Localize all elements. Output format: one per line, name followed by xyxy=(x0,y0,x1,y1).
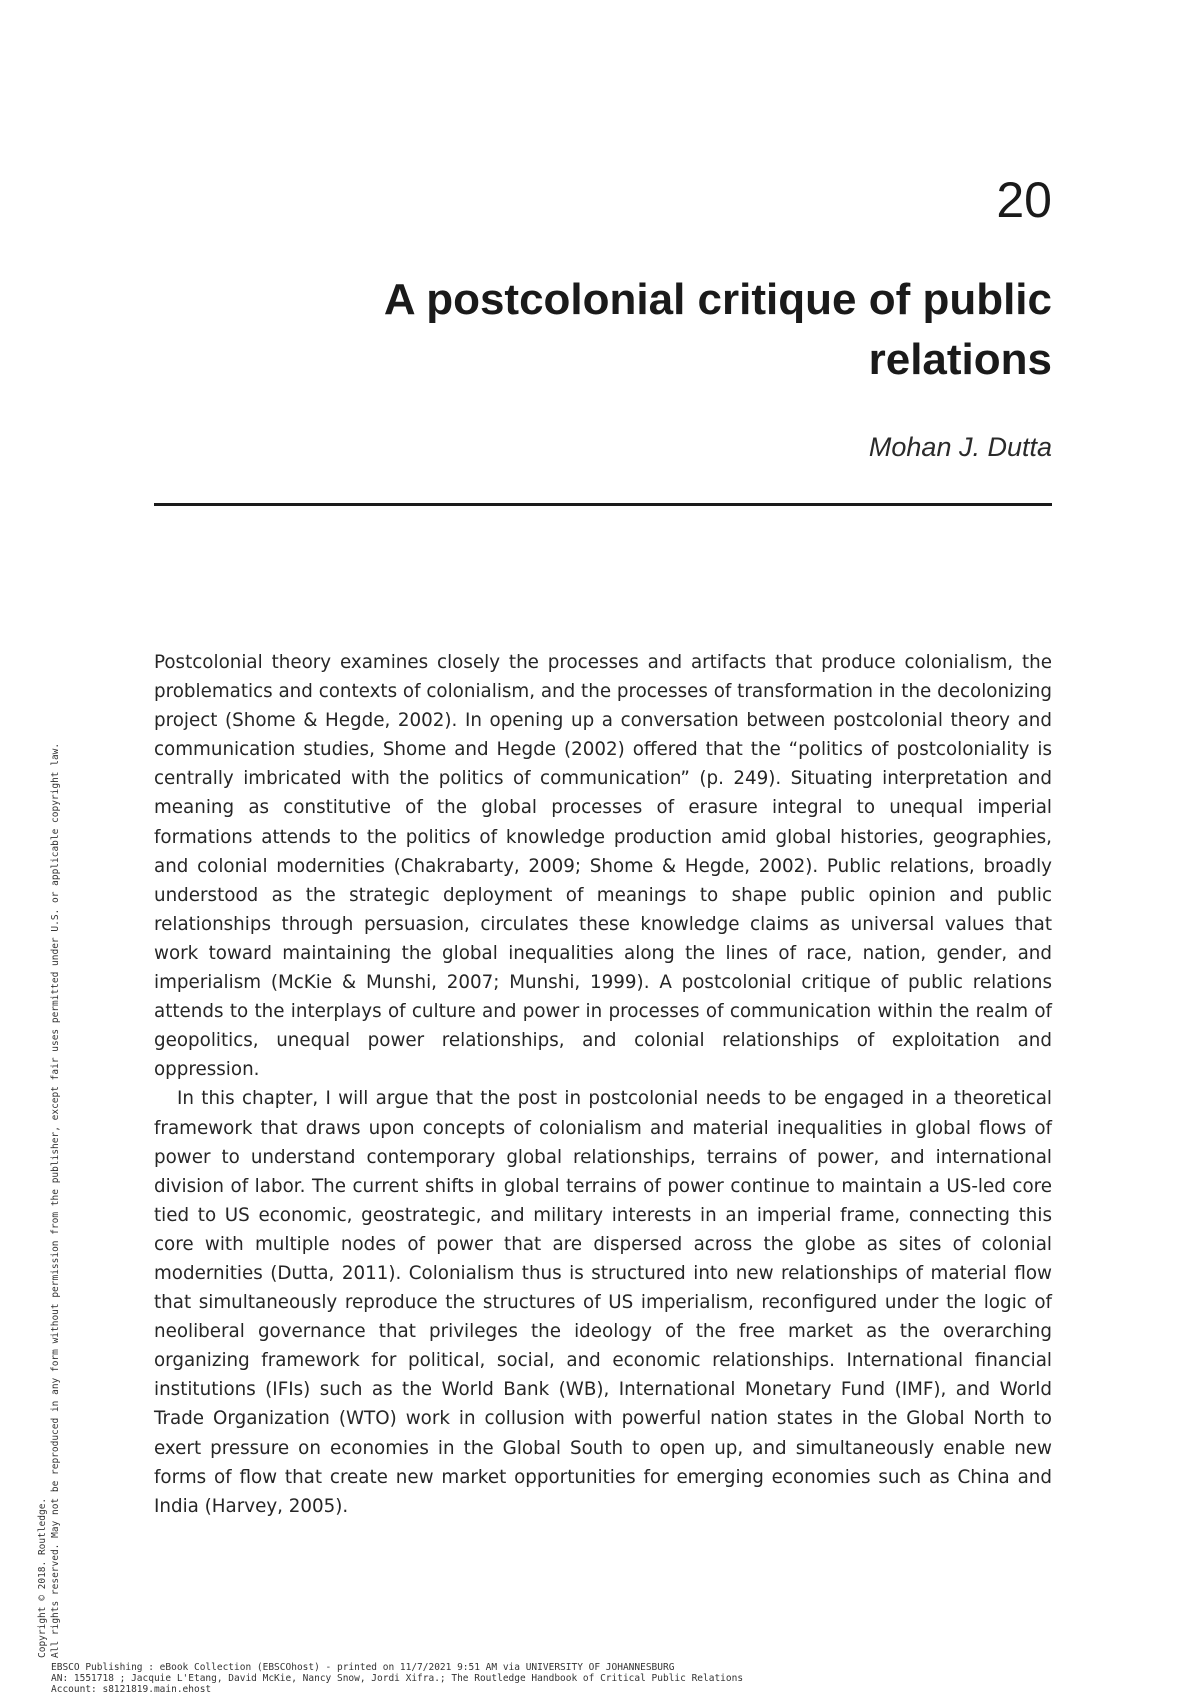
chapter-title: A postcolonial critique of public relations xyxy=(383,275,1052,384)
title-divider xyxy=(154,503,1052,506)
body-paragraph-1: Postcolonial theory examines closely the processes and artifacts that produce colonialism, the problematics and contexts of colonialism, and the processes of transformation in the decolonizing project (Shome & Hegde, 2002). In opening up a conversation between postcolonial theory and communication studies, Shome and Hegde (2002) offered that the “politics of postcoloniality is centrally imbricated with the politics of communication” (p. 249). Situating interpretation and meaning as constitutive of the global processes of erasure integral to unequal imperial formations attends to the politics of knowledge production amid global histories, geographies, and colonial modernities (Chakrabarty, 2009; Shome & Hegde, 2002). Public relations, broadly understood as the strategic deployment of meanings to shape public opinion and public relationships through persuasion, circulates these knowledge claims as universal values that work toward maintaining the global inequalities along the lines of race, nation, gender, and imperialism (McKie & Munshi, 2007; Munshi, 1999). A postcolonial critique of public relations attends to the interplays of culture and power in processes of communication within the realm of geopolitics, unequal power relationships, and colonial relationships of exploitation and oppression. xyxy=(154,652,1052,1081)
chapter-number: 20 xyxy=(996,172,1052,228)
footer-account-info: Account: s8121819.main.ehost xyxy=(51,1684,212,1695)
copyright-line: Copyright © 2018. Routledge. xyxy=(37,1497,48,1658)
rights-line: All rights reserved. May not be reproduced in any form without permission from the publisher, except fair uses permitted under U.S. or applicable copyright law. xyxy=(50,742,61,1658)
chapter-author: Mohan J. Dutta xyxy=(868,432,1052,462)
chapter-body xyxy=(154,648,1052,1521)
body-paragraph-2: In this chapter, I will argue that the post in postcolonial needs to be engaged in a theoretical framework that draws upon concepts of colonialism and material inequalities in global flows of power to understand contemporary global relationships, terrains of power, and international division of labor. The current shifts in global terrains of power continue to maintain a US-led core tied to US economic, geostrategic, and military interests in an imperial frame, connecting this core with multiple nodes of power that are dispersed across the globe as sites of colonial modernities (Dutta, 2011). Colonialism thus is structured into new relationships of material flow that simultaneously reproduce the structures of US imperialism, reconfigured under the logic of neoliberal governance that privileges the ideology of the free market as the overarching organizing framework for political, social, and economic relationships. International financial institutions (IFIs) such as the World Bank (WB), International Monetary Fund (IMF), and World Trade Organization (WTO) work in collusion with powerful nation states in the Global North to exert pressure on economies in the Global South to open up, and simultaneously enable new forms of flow that create new market opportunities for emerging economies such as China and India (Harvey, 2005). xyxy=(154,1088,1052,1517)
copyright-margin-notice xyxy=(36,458,62,1658)
footer-print-info: EBSCO Publishing : eBook Collection (EBSCOhost) - printed on 11/7/2021 9:51 AM via UNIVERSITY OF JOHANNESBURG xyxy=(51,1662,675,1673)
ebsco-footer xyxy=(51,1662,743,1695)
footer-book-info: AN: 1551718 ; Jacquie L'Etang, David McKie, Nancy Snow, Jordi Xifra.; The Routledge Handbook of Critical Public Relations xyxy=(51,1673,744,1684)
